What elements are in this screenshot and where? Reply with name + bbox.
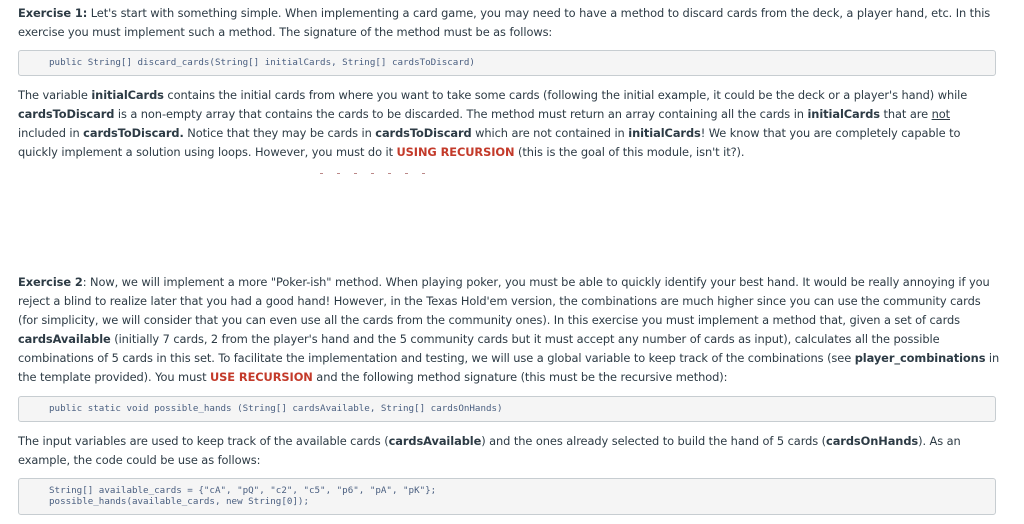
exercise-2-label: Exercise 2 bbox=[18, 275, 83, 289]
example-usage-code bbox=[18, 478, 996, 515]
text-segment: which are not contained in bbox=[471, 126, 629, 140]
artifact-dot bbox=[337, 173, 340, 174]
text-segment: and the following method signature (this must be the recursive method): bbox=[312, 370, 728, 384]
text-segment: ). As an example, the code could be use as follows: bbox=[18, 434, 961, 467]
exercise-1-label: Exercise 1: bbox=[18, 6, 88, 20]
text-segment: public static void possible_hands (String[] cardsAvailable, String[] cardsOnHands) bbox=[49, 403, 503, 414]
text-segment: cardsToDiscard. bbox=[83, 126, 184, 140]
text-segment: (initially 7 cards, 2 from the player's hand and the 5 community cards but it must accept any number of cards as input), calculates all the possible combinations of 5 cards in this set. To facilitate the implementation and testing, we will use a global variable to keep track of the combinations (see bbox=[18, 332, 940, 365]
exercise-2-input-description bbox=[18, 432, 1000, 470]
possible-hands-signature-code bbox=[18, 396, 996, 422]
text-segment: public String[] discard_cards(String[] initialCards, String[] cardsToDiscard) bbox=[49, 57, 475, 68]
text-segment: is a non-empty array that contains the cards to be discarded. The method must return an array containing all the cards in bbox=[114, 107, 808, 121]
text-segment: cardsToDiscard bbox=[375, 126, 472, 140]
text-segment: cardsToDiscard bbox=[18, 107, 115, 121]
text-segment: : Now, we will implement a more "Poker-ish" method. When playing poker, you must be able to quickly identify your best hand. It would be really annoying if you reject a blind to realize later that you had a good hand! However, in the Texas Hold'em version, the combinations are much higher since you can use the community cards (for simplicity, we will consider that you can even use all the cards from the community ones). In this exercise you must implement a method that, given a set of cards bbox=[18, 275, 990, 327]
text-segment: that are bbox=[879, 107, 932, 121]
code-line-2: possible_hands(available_cards, new String[0]); bbox=[49, 495, 309, 507]
using-recursion-emphasis: USING RECURSION bbox=[396, 145, 515, 159]
exercise-1-intro bbox=[18, 4, 1000, 42]
text-segment: initialCards bbox=[91, 88, 164, 102]
text-segment: Notice that they may be cards in bbox=[183, 126, 376, 140]
text-segment: initialCards bbox=[628, 126, 701, 140]
text-segment: ! We know that you are completely capable to quickly implement a solution using loops. However, you must do it bbox=[18, 126, 961, 159]
text-segment: included in bbox=[18, 126, 84, 140]
exercise-1-description bbox=[18, 86, 1000, 162]
render-artifact-dots bbox=[320, 172, 530, 174]
artifact-dot bbox=[405, 173, 408, 174]
text-segment: The variable bbox=[18, 88, 92, 102]
artifact-dot bbox=[354, 173, 357, 174]
artifact-dot bbox=[371, 173, 374, 174]
artifact-dot bbox=[320, 173, 323, 174]
text-segment: ) and the ones already selected to build the hand of 5 cards ( bbox=[481, 434, 827, 448]
text-segment: cardsOnHands bbox=[826, 434, 919, 448]
artifact-dot bbox=[422, 173, 425, 174]
text-segment: (this is the goal of this module, isn't it?). bbox=[514, 145, 745, 159]
text-segment: in the template provided). You must bbox=[18, 351, 1000, 384]
exercise-2-description bbox=[18, 273, 1000, 387]
text-segment: initialCards bbox=[807, 107, 880, 121]
text-segment: The input variables are used to keep track of the available cards ( bbox=[18, 434, 389, 448]
code-line-1: String[] available_cards = {"cA", "pQ", "c2", "c5", "p6", "pA", "pK"}; bbox=[49, 485, 437, 496]
discard-cards-signature-code bbox=[18, 50, 996, 76]
text-segment: contains the initial cards from where you want to take some cards (following the initial example, it could be the deck or a player's hand) while bbox=[163, 88, 968, 102]
text-segment: Let's start with something simple. When implementing a card game, you may need to have a method to discard cards from the deck, a player hand, etc. In this exercise you must implement such a method. The signature of the method must be as follows: bbox=[18, 6, 991, 39]
use-recursion-emphasis: USE RECURSION bbox=[210, 370, 313, 384]
text-segment: player_combinations bbox=[854, 351, 986, 365]
text-segment: not bbox=[931, 107, 951, 121]
text-segment: cardsAvailable bbox=[18, 332, 111, 346]
text-segment: cardsAvailable bbox=[388, 434, 482, 448]
artifact-dot bbox=[388, 173, 391, 174]
